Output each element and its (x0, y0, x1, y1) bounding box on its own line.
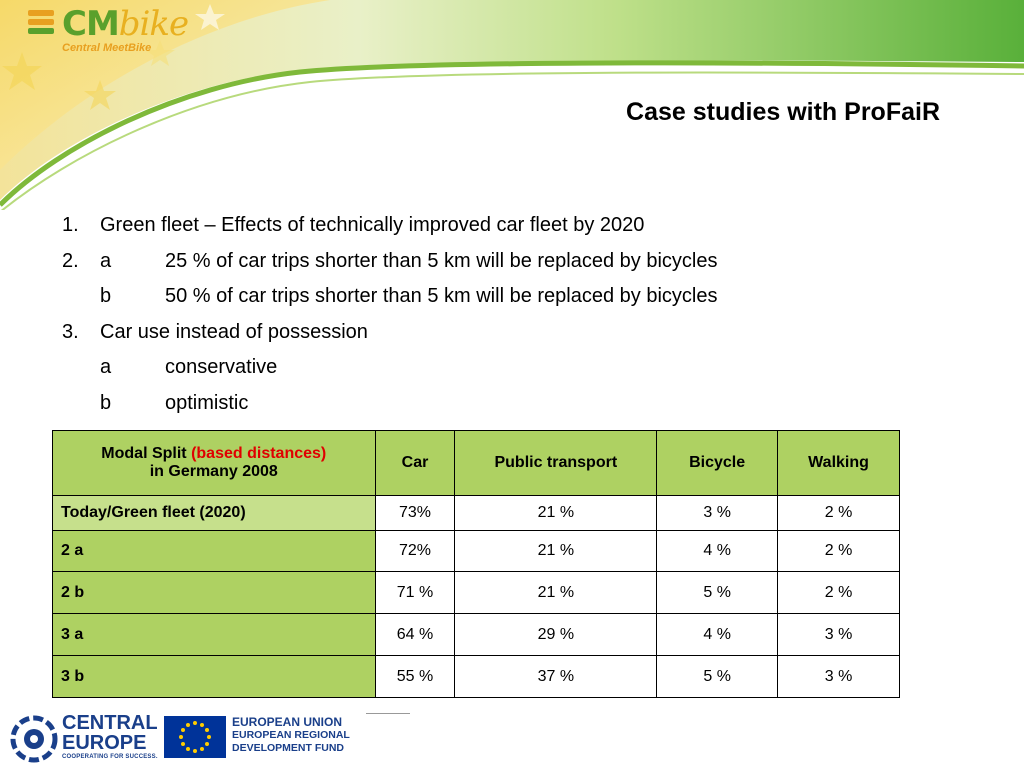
list-text: Green fleet – Effects of technically improved car fleet by 2020 (100, 214, 645, 236)
cell-car: 55 % (375, 656, 455, 698)
row-label: 3 b (53, 656, 376, 698)
cell-bicycle: 4 % (657, 531, 778, 572)
table-row (53, 572, 900, 614)
header-modal-split-text: Modal Split (101, 445, 192, 462)
table-header-bicycle: Bicycle (657, 431, 778, 496)
list-text: conservative (165, 356, 278, 378)
eu-text (232, 715, 350, 755)
modal-split-table (52, 430, 900, 698)
cell-public-transport: 29 % (455, 614, 657, 656)
row-label: 2 b (53, 572, 376, 614)
cell-bicycle: 3 % (657, 496, 778, 531)
list-number: 1. (62, 214, 79, 236)
list-text: 25 % of car trips shorter than 5 km will be replaced by bicycles (165, 249, 718, 272)
table-header-row (53, 431, 900, 496)
list-text: Car use instead of possession (100, 320, 368, 343)
eu-line3: DEVELOPMENT FUND (232, 742, 345, 754)
header-germany-text: in Germany 2008 (149, 463, 278, 480)
cell-car: 73% (375, 496, 455, 531)
list-number: 2. (62, 249, 79, 272)
logo-main-italic-text: bike (118, 4, 189, 44)
row-label: 2 a (53, 531, 376, 572)
eu-flag-icon (164, 716, 226, 758)
cell-walking: 2 % (778, 531, 900, 572)
cell-bicycle: 5 % (657, 572, 778, 614)
cell-public-transport: 21 % (455, 572, 657, 614)
logo-subtitle: Central MeetBike (62, 42, 152, 54)
list-sub-letter: a (100, 249, 112, 272)
cell-car: 72% (375, 531, 455, 572)
table-row (53, 496, 900, 531)
cell-car: 64 % (375, 614, 455, 656)
row-label: Today/Green fleet (2020) (53, 496, 376, 531)
list-text: optimistic (165, 391, 249, 414)
cell-walking: 2 % (778, 496, 900, 531)
table-header-public-transport: Public transport (455, 431, 657, 496)
logo-main-text: CM (62, 4, 119, 44)
eu-line2: EUROPEAN REGIONAL (232, 729, 350, 741)
list-sub-letter: a (100, 356, 112, 378)
list-sub-letter: b (100, 285, 112, 307)
cell-bicycle: 5 % (657, 656, 778, 698)
table-header-walking: Walking (778, 431, 900, 496)
ce-line3: COOPERATING FOR SUCCESS. (62, 754, 158, 760)
central-europe-text (62, 713, 172, 761)
cell-public-transport: 21 % (455, 531, 657, 572)
footer-divider (366, 713, 410, 714)
list-text: 50 % of car trips shorter than 5 km will be replaced by bicycles (165, 285, 718, 307)
cell-walking: 2 % (778, 572, 900, 614)
ce-line2: EUROPE (62, 732, 147, 754)
cell-bicycle: 4 % (657, 614, 778, 656)
ce-line1: CENTRAL (62, 712, 158, 734)
cell-public-transport: 21 % (455, 496, 657, 531)
table-row (53, 614, 900, 656)
header-based-distances-text: (based distances) (191, 445, 327, 462)
eu-line1: EUROPEAN UNION (232, 715, 343, 729)
list-sub-letter: b (100, 391, 112, 414)
cmbike-logo-mark-icon (28, 8, 58, 36)
table-header-modal-split (53, 431, 376, 496)
table-row (53, 531, 900, 572)
logo-wordmark (62, 4, 188, 44)
row-label: 3 a (53, 614, 376, 656)
slide-title: Case studies with ProFaiR (626, 98, 940, 126)
central-europe-mark-icon (10, 715, 58, 763)
cell-car: 71 % (375, 572, 455, 614)
cell-public-transport: 37 % (455, 656, 657, 698)
table-row (53, 656, 900, 698)
cell-walking: 3 % (778, 656, 900, 698)
cell-walking: 3 % (778, 614, 900, 656)
list-number: 3. (62, 320, 79, 343)
table-header-car: Car (375, 431, 455, 496)
